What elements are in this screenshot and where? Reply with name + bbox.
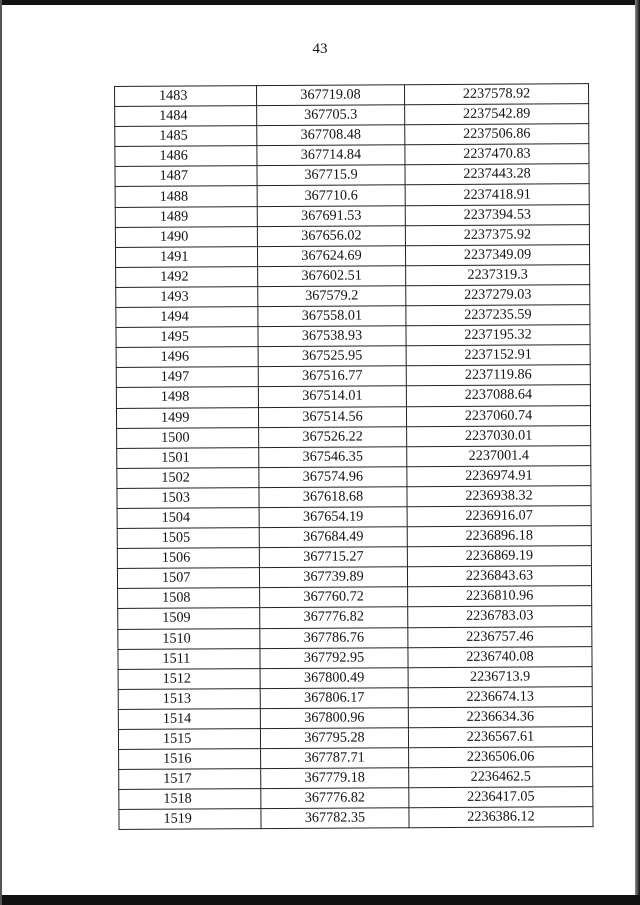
y-coordinate-cell: 2237542.89 [405, 104, 589, 125]
y-coordinate-cell: 2237001.4 [407, 445, 591, 466]
x-coordinate-cell: 367800.49 [260, 667, 408, 688]
y-coordinate-cell: 2237152.91 [406, 345, 590, 366]
table-row [116, 264, 590, 287]
scan-border-top [0, 0, 640, 5]
scan-border-bottom [0, 895, 640, 905]
table-row [115, 244, 589, 267]
table-row [117, 425, 591, 448]
table-row [119, 767, 593, 790]
point-number-cell: 1511 [118, 648, 260, 669]
scan-border-right [635, 0, 640, 905]
point-number-cell: 1514 [118, 709, 260, 730]
x-coordinate-cell: 367714.84 [257, 145, 405, 166]
table-row [118, 686, 592, 709]
y-coordinate-cell: 2237235.59 [406, 305, 590, 326]
point-number-cell: 1500 [117, 427, 259, 448]
table-row [115, 184, 589, 207]
point-number-cell: 1517 [119, 769, 261, 790]
point-number-cell: 1486 [115, 146, 257, 167]
table-row [119, 747, 593, 770]
table-row [118, 706, 592, 729]
table-row [116, 345, 590, 368]
x-coordinate-cell: 367579.2 [258, 286, 406, 307]
table-row [117, 566, 591, 589]
point-number-cell: 1501 [117, 447, 259, 468]
x-coordinate-cell: 367602.51 [258, 266, 406, 287]
y-coordinate-cell: 2237470.83 [405, 144, 589, 165]
y-coordinate-cell: 2236843.63 [407, 566, 591, 587]
scan-border-left [0, 0, 2, 905]
y-coordinate-cell: 2236916.07 [407, 506, 591, 527]
point-number-cell: 1483 [115, 86, 257, 107]
table-row [117, 445, 591, 468]
y-coordinate-cell: 2237418.91 [405, 184, 589, 205]
y-coordinate-cell: 2237195.32 [406, 325, 590, 346]
x-coordinate-cell: 367691.53 [257, 205, 405, 226]
point-number-cell: 1494 [116, 307, 258, 328]
point-number-cell: 1490 [115, 226, 257, 247]
y-coordinate-cell: 2236783.03 [408, 606, 592, 627]
point-number-cell: 1497 [116, 367, 258, 388]
y-coordinate-cell: 2236974.91 [407, 465, 591, 486]
y-coordinate-cell: 2237030.01 [407, 425, 591, 446]
x-coordinate-cell: 367795.28 [260, 728, 408, 749]
y-coordinate-cell: 2237279.03 [406, 285, 590, 306]
x-coordinate-cell: 367776.82 [261, 788, 409, 809]
y-coordinate-cell: 2236757.46 [408, 626, 592, 647]
table-row [115, 104, 589, 127]
point-number-cell: 1489 [115, 206, 257, 227]
x-coordinate-cell: 367684.49 [259, 527, 407, 548]
y-coordinate-cell: 2236506.06 [409, 747, 593, 768]
point-number-cell: 1499 [116, 407, 258, 428]
x-coordinate-cell: 367558.01 [258, 306, 406, 327]
table-row [119, 807, 593, 830]
point-number-cell: 1504 [117, 508, 259, 529]
table-row [118, 586, 592, 609]
x-coordinate-cell: 367782.35 [261, 808, 409, 829]
table-row [115, 84, 589, 107]
point-number-cell: 1510 [118, 628, 260, 649]
x-coordinate-cell: 367715.9 [257, 165, 405, 186]
table-row [116, 325, 590, 348]
table-row [116, 365, 590, 388]
table-row [115, 164, 589, 187]
page-number: 43 [312, 41, 328, 57]
table-row [116, 405, 590, 428]
y-coordinate-cell: 2236740.08 [408, 646, 592, 667]
y-coordinate-cell: 2236386.12 [409, 807, 593, 828]
x-coordinate-cell: 367708.48 [257, 125, 405, 146]
table-row [117, 526, 591, 549]
y-coordinate-cell: 2237506.86 [405, 124, 589, 145]
y-coordinate-cell: 2237319.3 [406, 264, 590, 285]
point-number-cell: 1493 [116, 287, 258, 308]
y-coordinate-cell: 2236674.13 [408, 686, 592, 707]
y-coordinate-cell: 2237119.86 [406, 365, 590, 386]
table-row [117, 506, 591, 529]
x-coordinate-cell: 367514.01 [258, 386, 406, 407]
coordinates-table-body [115, 84, 594, 830]
x-coordinate-cell: 367624.69 [257, 245, 405, 266]
table-row [118, 666, 592, 689]
y-coordinate-cell: 2236713.9 [408, 666, 592, 687]
y-coordinate-cell: 2237578.92 [404, 84, 588, 105]
x-coordinate-cell: 367525.95 [258, 346, 406, 367]
x-coordinate-cell: 367760.72 [260, 587, 408, 608]
table-row [115, 124, 589, 147]
point-number-cell: 1507 [117, 568, 259, 589]
point-number-cell: 1485 [115, 126, 257, 147]
point-number-cell: 1505 [117, 528, 259, 549]
x-coordinate-cell: 367719.08 [257, 85, 405, 106]
y-coordinate-cell: 2237375.92 [405, 224, 589, 245]
table-row [117, 465, 591, 488]
x-coordinate-cell: 367546.35 [259, 446, 407, 467]
x-coordinate-cell: 367574.96 [259, 466, 407, 487]
x-coordinate-cell: 367739.89 [259, 567, 407, 588]
y-coordinate-cell: 2236869.19 [407, 546, 591, 567]
x-coordinate-cell: 367514.56 [258, 406, 406, 427]
table-row [117, 546, 591, 569]
y-coordinate-cell: 2237088.64 [406, 385, 590, 406]
x-coordinate-cell: 367705.3 [257, 105, 405, 126]
x-coordinate-cell: 367806.17 [260, 688, 408, 709]
coordinates-table [114, 83, 593, 830]
x-coordinate-cell: 367776.82 [260, 607, 408, 628]
y-coordinate-cell: 2236462.5 [409, 767, 593, 788]
x-coordinate-cell: 367538.93 [258, 326, 406, 347]
point-number-cell: 1518 [119, 789, 261, 810]
table-row [118, 606, 592, 629]
y-coordinate-cell: 2237060.74 [406, 405, 590, 426]
y-coordinate-cell: 2236810.96 [408, 586, 592, 607]
point-number-cell: 1502 [117, 467, 259, 488]
x-coordinate-cell: 367786.76 [260, 627, 408, 648]
point-number-cell: 1516 [119, 749, 261, 770]
point-number-cell: 1512 [118, 668, 260, 689]
point-number-cell: 1484 [115, 106, 257, 127]
point-number-cell: 1506 [117, 548, 259, 569]
y-coordinate-cell: 2237349.09 [405, 244, 589, 265]
point-number-cell: 1487 [115, 166, 257, 187]
x-coordinate-cell: 367779.18 [261, 768, 409, 789]
table-row [116, 385, 590, 408]
table-row [115, 144, 589, 167]
table-row [116, 285, 590, 308]
table-row [115, 204, 589, 227]
table-row [115, 224, 589, 247]
y-coordinate-cell: 2237394.53 [405, 204, 589, 225]
point-number-cell: 1498 [116, 387, 258, 408]
table-row [116, 305, 590, 328]
x-coordinate-cell: 367715.27 [259, 547, 407, 568]
point-number-cell: 1515 [118, 729, 260, 750]
y-coordinate-cell: 2236567.61 [408, 727, 592, 748]
table-row [119, 787, 593, 810]
point-number-cell: 1495 [116, 327, 258, 348]
x-coordinate-cell: 367792.95 [260, 647, 408, 668]
point-number-cell: 1513 [118, 688, 260, 709]
x-coordinate-cell: 367787.71 [261, 748, 409, 769]
y-coordinate-cell: 2236417.05 [409, 787, 593, 808]
table-row [118, 727, 592, 750]
y-coordinate-cell: 2237443.28 [405, 164, 589, 185]
point-number-cell: 1496 [116, 347, 258, 368]
y-coordinate-cell: 2236896.18 [407, 526, 591, 547]
point-number-cell: 1503 [117, 487, 259, 508]
table-row [117, 485, 591, 508]
table-row [118, 626, 592, 649]
y-coordinate-cell: 2236634.36 [408, 706, 592, 727]
point-number-cell: 1488 [115, 186, 257, 207]
table-row [118, 646, 592, 669]
point-number-cell: 1508 [118, 588, 260, 609]
point-number-cell: 1519 [119, 809, 261, 830]
x-coordinate-cell: 367654.19 [259, 507, 407, 528]
x-coordinate-cell: 367618.68 [259, 487, 407, 508]
point-number-cell: 1492 [116, 266, 258, 287]
y-coordinate-cell: 2236938.32 [407, 485, 591, 506]
x-coordinate-cell: 367710.6 [257, 185, 405, 206]
x-coordinate-cell: 367526.22 [259, 426, 407, 447]
x-coordinate-cell: 367800.96 [260, 708, 408, 729]
x-coordinate-cell: 367656.02 [257, 225, 405, 246]
point-number-cell: 1509 [118, 608, 260, 629]
x-coordinate-cell: 367516.77 [258, 366, 406, 387]
point-number-cell: 1491 [115, 246, 257, 267]
